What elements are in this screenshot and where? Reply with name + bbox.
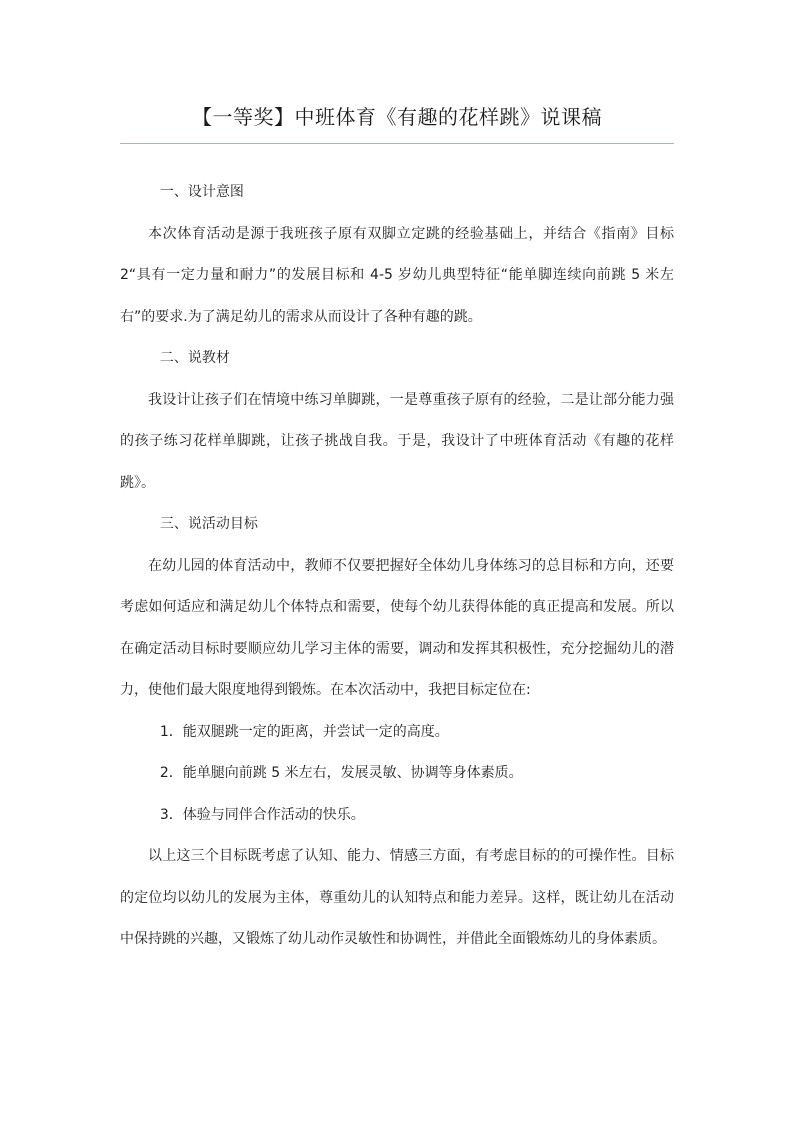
document-body bbox=[120, 172, 674, 961]
title-divider bbox=[120, 143, 674, 144]
paragraph-materials: 我设计让孩子们在情境中练习单脚跳，一是尊重孩子原有的经验，二是让部分能力强的孩子练习花样单脚跳，让孩子挑战自我。于是，我设计了中班体育活动《有趣的花样跳》。 bbox=[120, 391, 674, 491]
document-title: 【一等奖】中班体育《有趣的花样跳》说课稿 bbox=[192, 105, 602, 129]
paragraph-objectives-intro: 在幼儿园的体育活动中，教师不仅要把握好全体幼儿身体练习的总目标和方向，还要考虑如何适应和满足幼儿个体特点和需要，使每个幼儿获得体能的真正提高和发展。所以在确定活动目标时要顺应幼儿学习主体的需要，调动和发挥其积极性，充分挖掘幼儿的潜力，使他们最大限度地得到锻炼。在本次活动中，我把目标定位在: bbox=[120, 557, 674, 698]
paragraph-objectives-closing: 以上这三个目标既考虑了认知、能力、情感三方面，有考虑目标的的可操作性。目标的定位均以幼儿的发展为主体，尊重幼儿的认知特点和能力差异。这样，既让幼儿在活动中保持跳的兴趣，又锻炼了幼儿动作灵敏性和协调性，并借此全面锻炼幼儿的身体素质。 bbox=[120, 848, 674, 947]
paragraph-design-intent: 本次体育活动是源于我班孩子原有双脚立定跳的经验基础上，并结合《指南》目标 2“具有一定力量和耐力”的发展目标和 4-5 岁幼儿典型特征“能单脚连续向前跳 5 米左右”的要求.为了满足幼儿的需求从而设计了各种有趣的跳。 bbox=[120, 225, 674, 325]
section-heading-design-intent: 一、设计意图 bbox=[159, 184, 244, 200]
goal-item-2: 2．能单腿向前跳 5 米左右，发展灵敏、协调等身体素质。 bbox=[159, 765, 523, 781]
goal-item-3: 3．体验与同伴合作活动的快乐。 bbox=[159, 806, 365, 823]
goal-item-1: 1．能双腿跳一定的距离，并尝试一定的高度。 bbox=[159, 723, 449, 740]
section-heading-objectives: 三、说活动目标 bbox=[159, 516, 258, 532]
section-heading-materials: 二、说教材 bbox=[159, 350, 230, 366]
